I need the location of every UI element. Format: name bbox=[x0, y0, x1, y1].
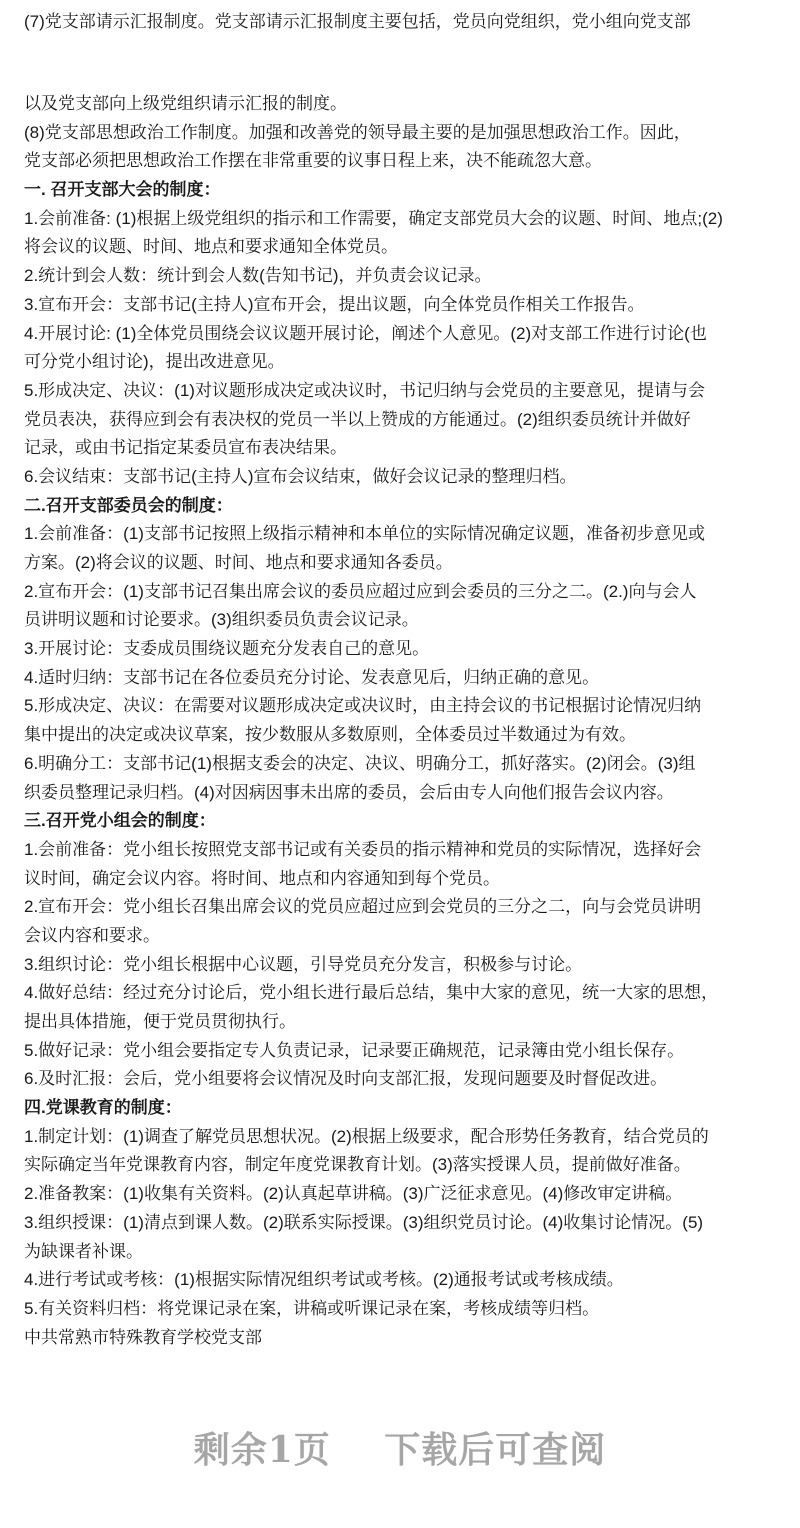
document-line: 5.有关资料归档：将党课记录在案，讲稿或听课记录在案，考核成绩等归档。 bbox=[24, 1298, 600, 1318]
document-line: 5.做好记录：党小组会要指定专人负责记录，记录要正确规范，记录簿由党小组长保存。 bbox=[24, 1040, 685, 1060]
remaining-pages-label: 剩余1页 bbox=[193, 1429, 331, 1471]
document-line: 党支部必须把思想政治工作摆在非常重要的议事日程上来，决不能疏忽大意。 bbox=[24, 151, 602, 171]
document-line: 4.开展讨论: (1)全体党员围绕会议议题开展讨论，阐述个人意见。(2)对支部工作进行讨论(也 bbox=[24, 323, 707, 343]
document-line: 2.宣布开会：党小组长召集出席会议的党员应超过应到会党员的三分之二，向与会党员讲明 bbox=[24, 897, 702, 917]
document-line: 员讲明议题和讨论要求。(3)组织委员负责会议记录。 bbox=[24, 610, 419, 630]
document-line: 方案。(2)将会议的议题、时间、地点和要求通知各委员。 bbox=[24, 553, 453, 572]
section-heading: 三.召开党小组会的制度： bbox=[24, 811, 216, 831]
document-line: 为缺课者补课。 bbox=[24, 1241, 143, 1261]
document-line: 集中提出的决定或决议草案，按少数服从多数原则，全体委员过半数通过为有效。 bbox=[24, 725, 636, 745]
document-line: 实际确定当年党课教育内容，制定年度党课教育计划。(3)落实授课人员，提前做好准备。 bbox=[24, 1155, 691, 1175]
document-line: 3.组织授课：(1)清点到课人数。(2)联系实际授课。(3)组织党员讨论。(4)收集讨论情况。(5) bbox=[24, 1212, 704, 1232]
document-line: 2.宣布开会：(1)支部书记召集出席会议的委员应超过应到会委员的三分之二。(2.)向与会人 bbox=[24, 581, 697, 601]
document-line: 5.形成决定、决议：在需要对议题形成决定或决议时，由主持会议的书记根据讨论情况归纳 bbox=[24, 696, 702, 716]
document-line: 6.及时汇报：会后，党小组要将会议情况及时向支部汇报，发现问题要及时督促改进。 bbox=[24, 1069, 668, 1089]
document-line: 将会议的议题、时间、地点和要求通知全体党员。 bbox=[24, 237, 398, 257]
document-body bbox=[24, 90, 723, 1352]
section-heading: 四.党课教育的制度： bbox=[24, 1098, 182, 1118]
document-line: 2.准备教案：(1)收集有关资料。(2)认真起草讲稿。(3)广泛征求意见。(4)修改审定讲稿。 bbox=[24, 1184, 683, 1204]
download-prompt[interactable] bbox=[0, 1422, 800, 1473]
document-line: 以及党支部向上级党组织请示汇报的制度。 bbox=[24, 94, 347, 113]
download-to-view-label[interactable]: 下载后可查阅 bbox=[384, 1429, 607, 1471]
document-line: 1.会前准备: (1)根据上级党组织的指示和工作需要，确定支部党员大会的议题、时间、地点;(2) bbox=[24, 208, 723, 228]
document-line: 5.形成决定、决议：(1)对议题形成决定或决议时，书记归纳与会党员的主要意见，提请与会 bbox=[24, 380, 705, 400]
document-line: 3.组织讨论：党小组长根据中心议题，引导党员充分发言，积极参与讨论。 bbox=[24, 954, 583, 974]
document-line: 党员表决，获得应到会有表决权的党员一半以上赞成的方能通过。(2)组织委员统计并做好 bbox=[24, 409, 691, 429]
document-line: 2.统计到会人数：统计到会人数(告知书记)，并负责会议记录。 bbox=[24, 266, 492, 286]
document-line: 3.开展讨论：支委成员围绕议题充分发表自己的意见。 bbox=[24, 639, 430, 659]
document-line: 议时间，确定会议内容。将时间、地点和内容通知到每个党员。 bbox=[24, 868, 500, 888]
document-line: 4.适时归纳：支部书记在各位委员充分讨论、发表意见后，归纳正确的意见。 bbox=[24, 667, 600, 687]
document-line: 6.明确分工：支部书记(1)根据支委会的决定、决议、明确分工，抓好落实。(2)闭会。(3)组 bbox=[24, 753, 696, 773]
document-line: 织委员整理记录归档。(4)对因病因事未出席的委员，会后由专人向他们报告会议内容。 bbox=[24, 782, 674, 802]
document-line: 提出具体措施，便于党员贯彻执行。 bbox=[24, 1012, 296, 1031]
document-line: 3.宣布开会：支部书记(主持人)宣布开会，提出议题，向全体党员作相关工作报告。 bbox=[24, 294, 645, 314]
document-line: 记录，或由书记指定某委员宣布表决结果。 bbox=[24, 438, 347, 458]
section-heading: 一. 召开支部大会的制度： bbox=[24, 180, 221, 200]
document-line-partial: (7)党支部请示汇报制度。党支部请示汇报制度主要包括，党员向党组织，党小组向党支部 bbox=[24, 12, 691, 31]
document-line: 可分党小组讨论)，提出改进意见。 bbox=[24, 352, 285, 372]
document-line: 中共常熟市特殊教育学校党支部 bbox=[24, 1327, 262, 1347]
document-line: (8)党支部思想政治工作制度。加强和改善党的领导最主要的是加强思想政治工作。因此， bbox=[24, 122, 691, 142]
document-line: 6.会议结束：支部书记(主持人)宣布会议结束，做好会议记录的整理归档。 bbox=[24, 466, 577, 486]
document-line: 4.进行考试或考核：(1)根据实际情况组织考试或考核。(2)通报考试或考核成绩。 bbox=[24, 1270, 624, 1290]
document-line: 1.会前准备：党小组长按照党支部书记或有关委员的指示精神和党员的实际情况，选择好会 bbox=[24, 839, 702, 859]
document-line: 1.会前准备：(1)支部书记按照上级指示精神和本单位的实际情况确定议题，准备初步意见或 bbox=[24, 524, 705, 544]
document-line: 1.制定计划：(1)调查了解党员思想状况。(2)根据上级要求，配合形势任务教育，结合党员的 bbox=[24, 1126, 709, 1146]
section-heading: 二.召开支部委员会的制度： bbox=[24, 495, 233, 515]
document-line: 4.做好总结：经过充分讨论后，党小组长进行最后总结，集中大家的意见，统一大家的思想， bbox=[24, 983, 719, 1003]
document-line: 会议内容和要求。 bbox=[24, 925, 160, 945]
